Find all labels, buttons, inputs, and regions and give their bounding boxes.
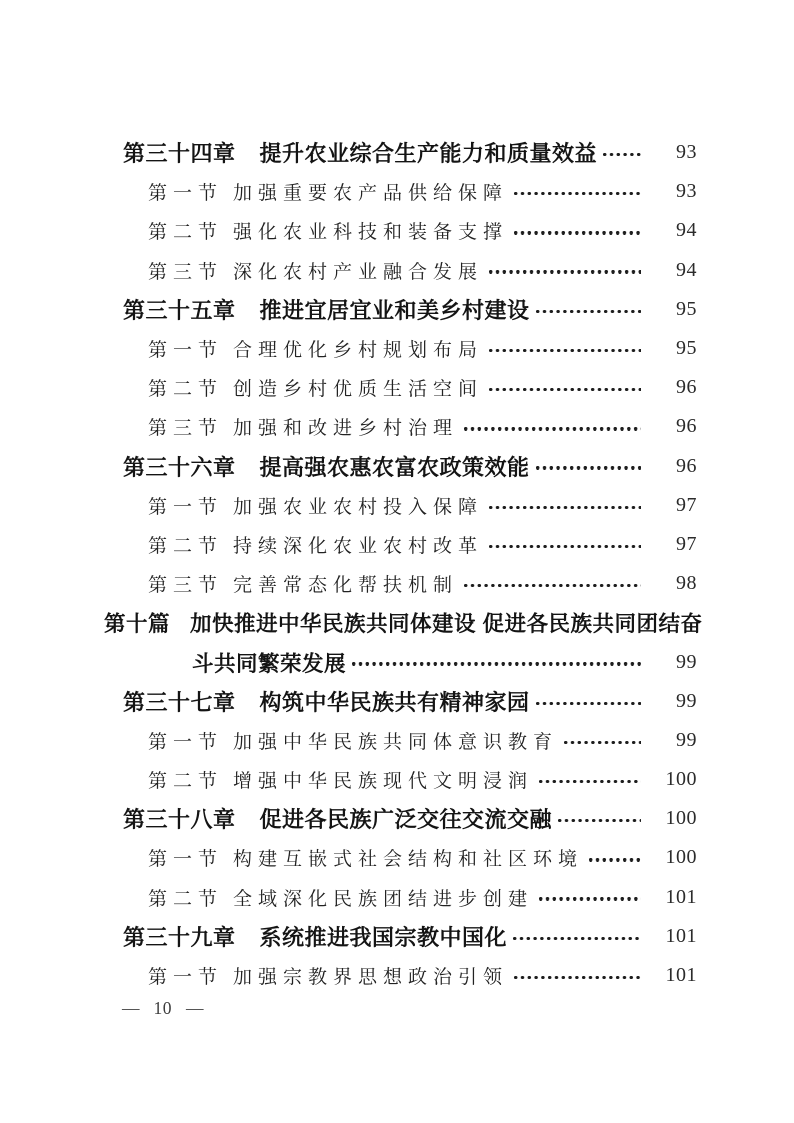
entry-page-number: 96: [676, 415, 697, 438]
toc-section-entry: [0, 760, 794, 799]
toc-chapter-entry: [0, 682, 794, 721]
dot-leader: [603, 153, 641, 156]
entry-title: 斗共同繁荣发展: [192, 651, 347, 676]
entry-label: 第三十八章: [123, 807, 236, 833]
entry-title: 加强和改进乡村治理: [233, 418, 459, 440]
toc-section-entry: [0, 564, 794, 603]
entry-title: 提升农业综合生产能力和质量效益: [259, 141, 598, 167]
entry-title: 提高强农惠农富农政策效能: [259, 454, 530, 480]
dot-leader: [352, 662, 641, 665]
toc-section-entry: [0, 486, 794, 525]
dot-leader: [489, 349, 641, 352]
dot-leader: [489, 506, 641, 509]
entry-title: 推进宜居宜业和美乡村建设: [259, 297, 530, 323]
dot-leader: [464, 427, 641, 430]
dot-leader: [489, 270, 641, 273]
dot-leader: [513, 937, 641, 940]
entry-label: 第十篇: [104, 612, 171, 637]
dot-leader: [489, 388, 641, 391]
entry-page-number: 99: [676, 650, 697, 673]
entry-page-number: 97: [676, 493, 697, 516]
dot-leader: [564, 741, 641, 744]
dot-leader: [536, 310, 641, 313]
toc-part-entry: [0, 603, 794, 642]
toc-section-entry: [0, 368, 794, 407]
toc-chapter-entry: [0, 133, 794, 172]
entry-page-number: 98: [676, 572, 697, 595]
dot-leader: [489, 545, 641, 548]
entry-label: 第一节: [148, 967, 224, 989]
entry-title: 加快推进中华民族共同体建设 促进各民族共同团结奋: [190, 612, 703, 637]
entry-page-number: 96: [676, 454, 697, 477]
entry-page-number: 93: [676, 141, 697, 164]
entry-page-number: 94: [676, 258, 697, 281]
entry-title: 加强宗教界思想政治引领: [233, 967, 509, 989]
folio-dash-left: —: [122, 997, 140, 1018]
folio-dash-right: —: [186, 997, 204, 1018]
entry-label: 第三十七章: [123, 689, 236, 715]
dot-leader: [536, 466, 641, 469]
entry-page-number: 93: [676, 180, 697, 203]
toc-chapter-entry: [0, 447, 794, 486]
entry-label: 第一节: [148, 731, 224, 753]
entry-label: 第二节: [148, 771, 224, 793]
entry-page-number: 101: [665, 964, 697, 987]
entry-label: 第一节: [148, 183, 224, 205]
entry-page-number: 95: [676, 337, 697, 360]
toc-part-entry-continuation: [0, 642, 794, 681]
entry-page-number: 94: [676, 219, 697, 242]
dot-leader: [539, 897, 641, 900]
page-footer-folio: [0, 996, 794, 1020]
entry-page-number: 101: [665, 885, 697, 908]
toc-section-entry: [0, 211, 794, 250]
entry-label: 第三十五章: [123, 297, 236, 323]
dot-leader: [539, 780, 641, 783]
toc-section-entry: [0, 525, 794, 564]
entry-title: 加强重要农产品供给保障: [233, 183, 509, 205]
dot-leader: [589, 858, 641, 861]
toc-chapter-entry: [0, 799, 794, 838]
toc-section-entry: [0, 172, 794, 211]
entry-label: 第二节: [148, 222, 224, 244]
entry-label: 第三十九章: [123, 924, 236, 950]
dot-leader: [514, 231, 641, 234]
entry-label: 第二节: [148, 379, 224, 401]
entry-title: 加强农业农村投入保障: [233, 496, 484, 518]
dot-leader: [464, 584, 641, 587]
entry-label: 第一节: [148, 849, 224, 871]
toc-section-entry: [0, 838, 794, 877]
entry-page-number: 100: [665, 846, 697, 869]
entry-title: 完善常态化帮扶机制: [233, 575, 459, 597]
dot-leader: [536, 702, 641, 705]
toc-chapter-entry: [0, 290, 794, 329]
entry-page-number: 99: [676, 689, 697, 712]
entry-title: 强化农业科技和装备支撑: [233, 222, 509, 244]
entry-label: 第一节: [148, 496, 224, 518]
toc-chapter-entry: [0, 917, 794, 956]
entry-title: 全域深化民族团结进步创建: [233, 888, 534, 910]
entry-page-number: 101: [665, 924, 697, 947]
entry-label: 第三节: [148, 261, 224, 283]
entry-title: 构筑中华民族共有精神家园: [259, 689, 530, 715]
entry-label: 第三十四章: [123, 141, 236, 167]
folio-page-number: 10: [153, 997, 172, 1018]
entry-label: 第二节: [148, 535, 224, 557]
entry-title: 促进各民族广泛交往交流交融: [259, 807, 553, 833]
toc-section-entry: [0, 251, 794, 290]
entry-page-number: 99: [676, 728, 697, 751]
entry-title: 加强中华民族共同体意识教育: [233, 731, 559, 753]
toc-section-entry: [0, 721, 794, 760]
dot-leader: [558, 819, 641, 822]
toc-section-entry: [0, 878, 794, 917]
entry-title: 构建互嵌式社会结构和社区环境: [233, 849, 584, 871]
entry-page-number: 100: [665, 807, 697, 830]
entry-title: 系统推进我国宗教中国化: [259, 924, 508, 950]
dot-leader: [514, 976, 641, 979]
toc-section-entry: [0, 329, 794, 368]
entry-page-number: 97: [676, 532, 697, 555]
entry-label: 第三节: [148, 575, 224, 597]
entry-label: 第三节: [148, 418, 224, 440]
dot-leader: [514, 192, 641, 195]
entry-page-number: 96: [676, 376, 697, 399]
toc-section-entry: [0, 956, 794, 995]
entry-title: 创造乡村优质生活空间: [233, 379, 484, 401]
entry-label: 第三十六章: [123, 454, 236, 480]
entry-page-number: 95: [676, 297, 697, 320]
entry-label: 第二节: [148, 888, 224, 910]
entry-page-number: 100: [665, 768, 697, 791]
entry-label: 第一节: [148, 340, 224, 362]
entry-title: 持续深化农业农村改革: [233, 535, 484, 557]
entry-title: 深化农村产业融合发展: [233, 261, 484, 283]
entry-title: 合理优化乡村规划布局: [233, 340, 484, 362]
entry-title: 增强中华民族现代文明浸润: [233, 771, 534, 793]
toc-section-entry: [0, 407, 794, 446]
